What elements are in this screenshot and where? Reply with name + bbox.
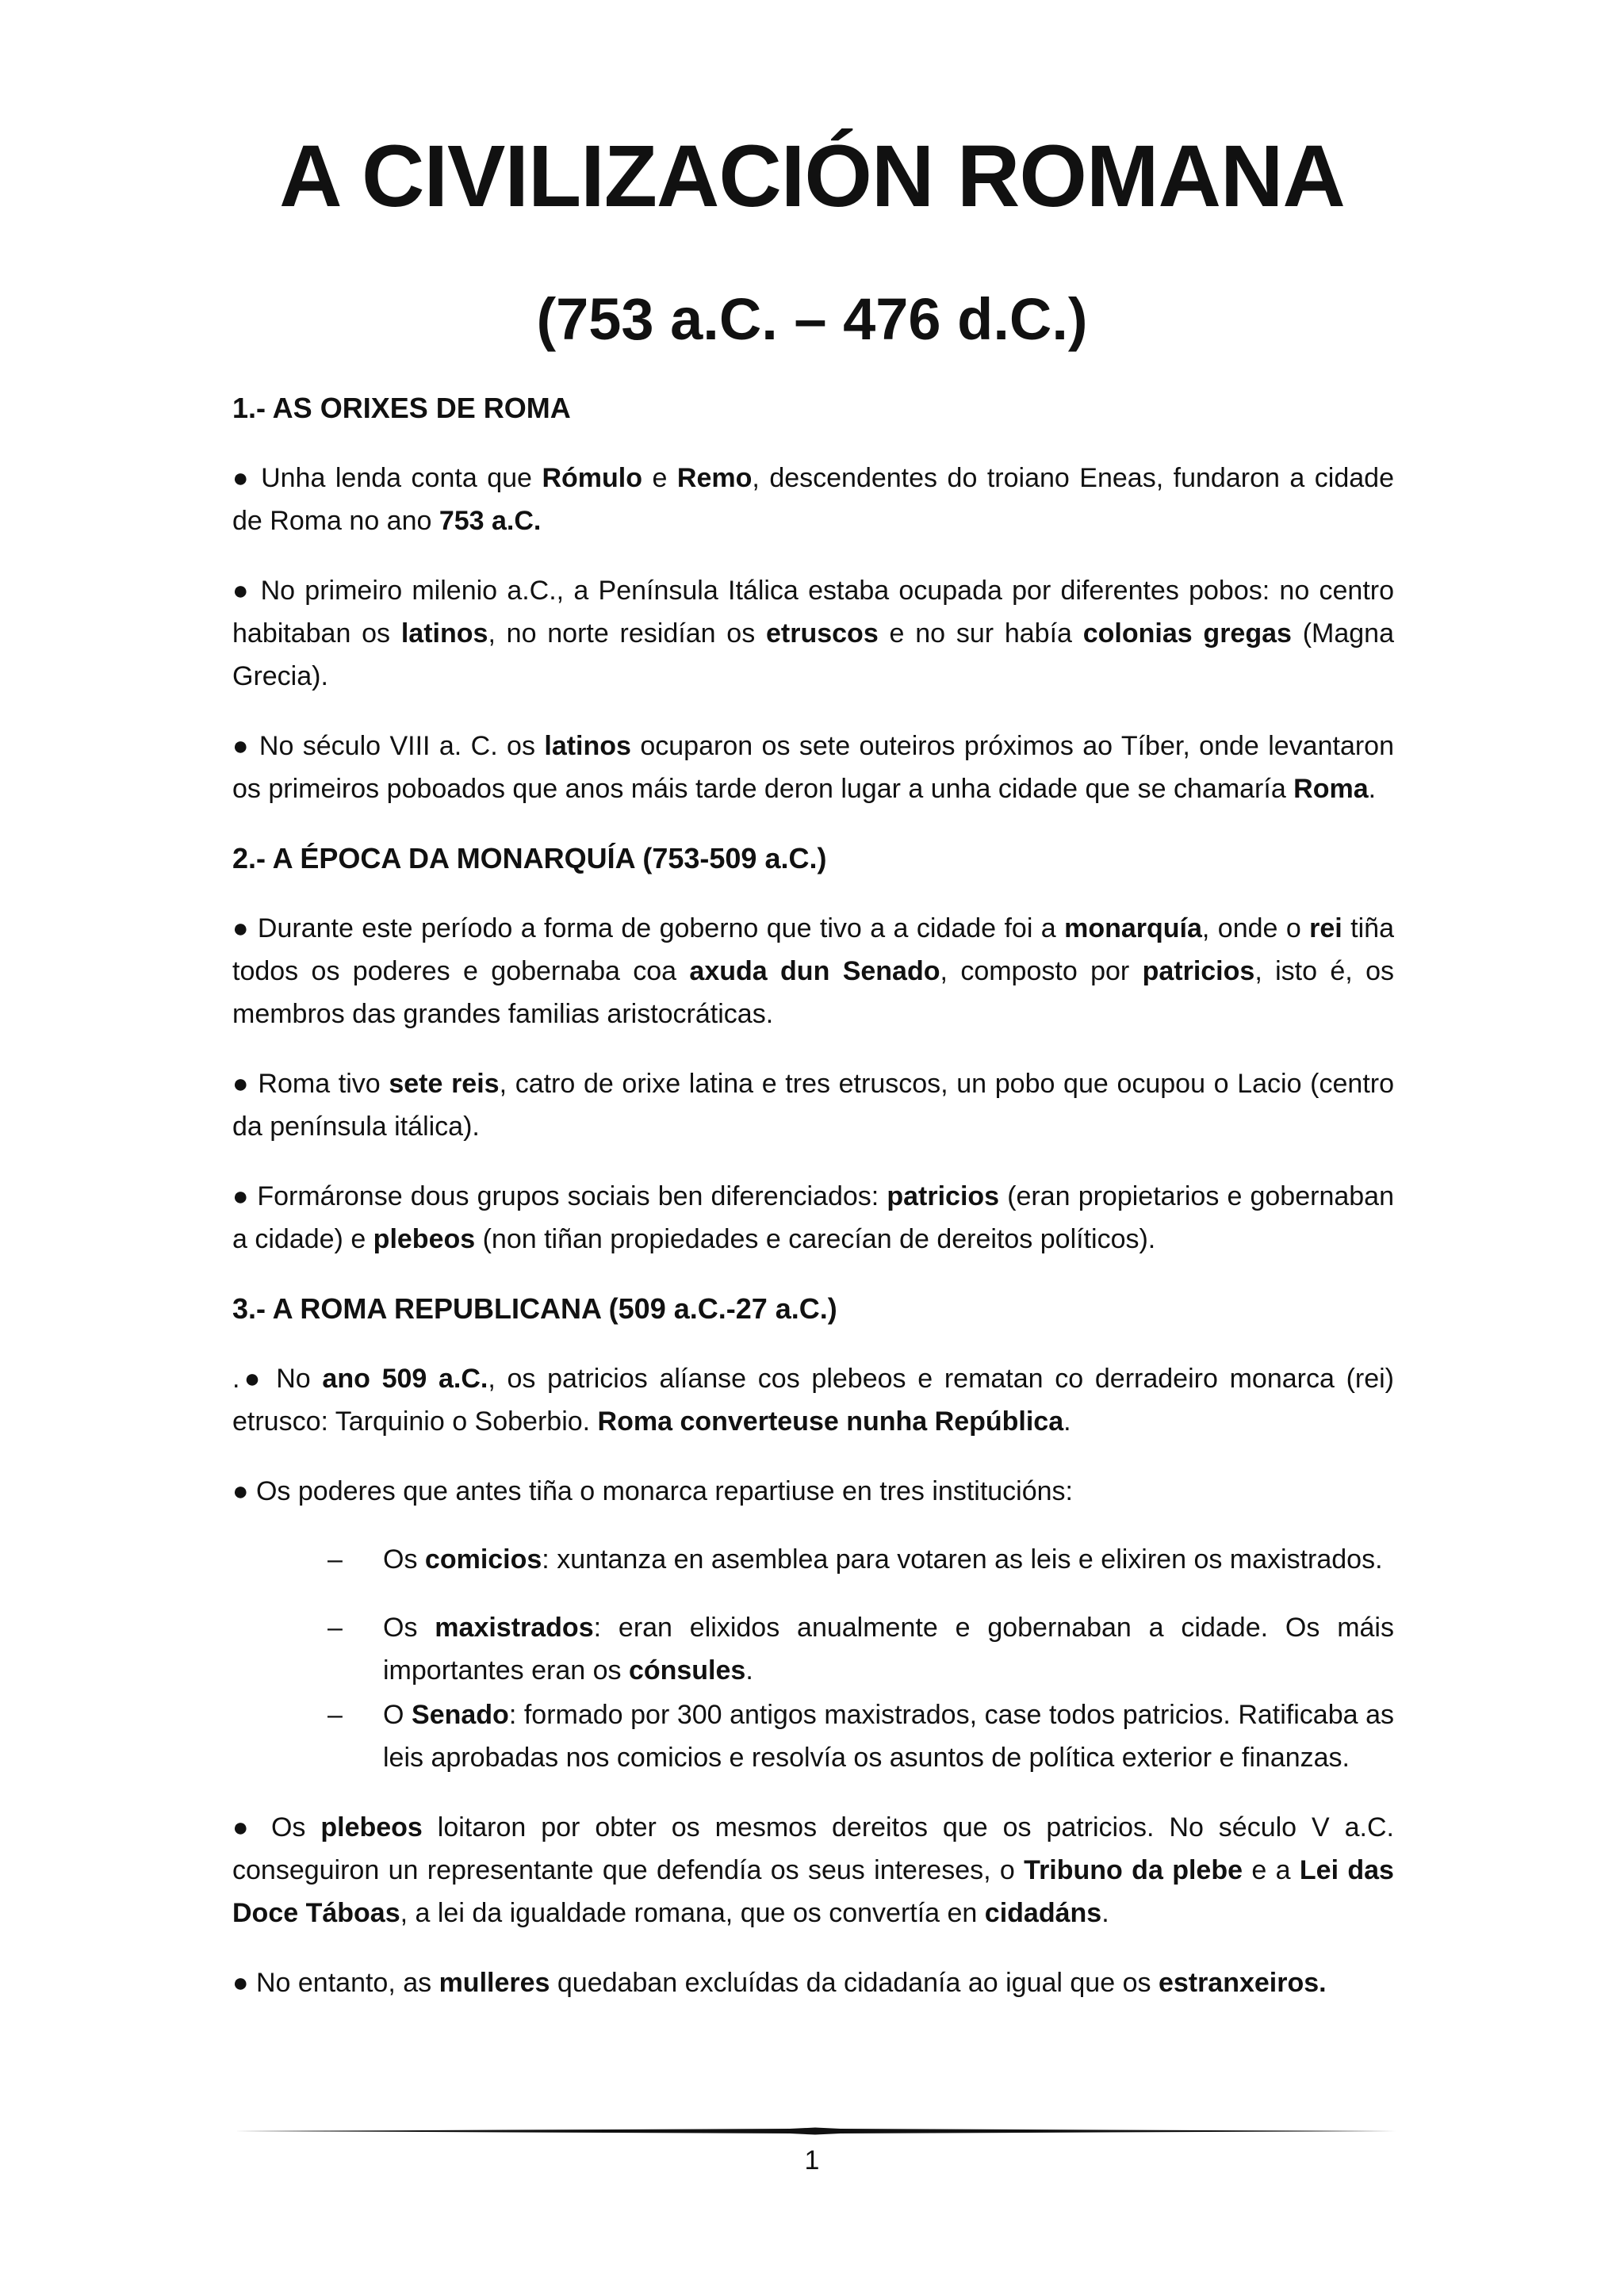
list-item-text: O Senado: formado por 300 antigos maxistrados, case todos patricios. Ratificaba as leis aprobadas nos comicios e resolvía os asuntos de política exterior e finanzas. (383, 1700, 1394, 1773)
bold-term: Rómulo (542, 463, 642, 493)
bold-term: Roma (1293, 774, 1369, 804)
bold-term: plebeos (373, 1224, 476, 1254)
bold-term: sete reis (389, 1069, 500, 1099)
paragraph: ● Roma tivo sete reis, catro de orixe latina e tres etruscos, un pobo que ocupou o Lacio (centro da península itálica). (232, 1069, 1394, 1142)
list-item (232, 1538, 1394, 1581)
paragraph: .● No ano 509 a.C., os patricios alíanse cos plebeos e rematan co derradeiro monarca (rei) etrusco: Tarquinio o Soberbio. Roma converteuse nunha República. (232, 1364, 1395, 1437)
bold-term: colonias gregas (1082, 618, 1292, 649)
bold-term: plebeos (320, 1812, 423, 1843)
bold-term: etruscos (766, 618, 879, 649)
dash-bullet: – (327, 1613, 343, 1643)
list-item-text: Os comicios: xuntanza en asemblea para votaren as leis e elixiren os maxistrados. (383, 1544, 1383, 1575)
bold-term: ano 509 a.C. (322, 1364, 488, 1394)
bold-term: estranxeiros. (1158, 1968, 1327, 1998)
bold-term: cónsules (628, 1655, 746, 1686)
list-item (232, 1693, 1394, 1779)
section-heading: 3.- A ROMA REPUBLICANA (509 a.C.-27 a.C.) (232, 1292, 837, 1325)
paragraph: ● Os poderes que antes tiña o monarca repartiuse en tres institucións: (232, 1476, 1073, 1506)
bold-term: cidadáns (984, 1898, 1102, 1928)
bold-term: patricios (887, 1181, 1000, 1211)
paragraph: ● No entanto, as mulleres quedaban excluídas da cidadanía ao igual que os estranxeiros. (232, 1968, 1327, 1998)
bold-term: maxistrados (435, 1613, 594, 1643)
bold-term: latinos (544, 731, 631, 761)
bold-term: monarquía (1064, 913, 1202, 943)
bold-term: axuda dun Senado (689, 956, 940, 986)
paragraph: ● Os plebeos loitaron por obter os mesmos dereitos que os patricios. No século V a.C. conseguiron un representante que defendía os seus intereses, o Tribuno da plebe e a Lei das Doce Táboas, a lei da igualdade romana, que os convertía en cidadáns. (232, 1812, 1395, 1928)
document-subtitle: (753 a.C. – 476 d.C.) (536, 286, 1088, 352)
document-title: A CIVILIZACIÓN ROMANA (279, 128, 1345, 225)
bold-term: 753 a.C. (439, 506, 542, 536)
bold-term: comicios (424, 1544, 542, 1575)
paragraph: ● No século VIII a. C. os latinos ocuparon os sete outeiros próximos ao Tíber, onde levantaron os primeiros poboados que anos máis tarde deron lugar a unha cidade que se chamaría Roma. (232, 731, 1394, 804)
section-heading: 1.- AS ORIXES DE ROMA (232, 392, 571, 424)
paragraph: ● No primeiro milenio a.C., a Península Itálica estaba ocupada por diferentes pobos: no centro habitaban os latinos, no norte residían os etruscos e no sur había colonias gregas (Magna Grecia). (232, 576, 1395, 691)
paragraph: ● Formáronse dous grupos sociais ben diferenciados: patricios (eran propietarios e gobernaban a cidade) e plebeos (non tiñan propiedades e carecían de dereitos políticos). (232, 1181, 1394, 1254)
dash-bullet: – (327, 1700, 343, 1730)
bold-term: Lei das Doce Táboas (232, 1855, 1394, 1928)
bold-term: Remo (676, 463, 753, 493)
list-item (232, 1606, 1394, 1692)
paragraph: ● Durante este período a forma de goberno que tivo a a cidade foi a monarquía, onde o rei tiña todos os poderes e gobernaba coa axuda dun Senado, composto por patricios, isto é, os membros das grandes familias aristocráticas. (232, 913, 1395, 1029)
paragraph: ● Unha lenda conta que Rómulo e Remo, descendentes do troiano Eneas, fundaron a cidade de Roma no ano 753 a.C. (232, 463, 1394, 536)
bold-term: mulleres (439, 1968, 550, 1998)
institutions-list (232, 1538, 1394, 1779)
bold-term: Roma converteuse nunha República (597, 1406, 1064, 1437)
page-number: 1 (804, 2145, 820, 2175)
document-body (232, 387, 1394, 2031)
bold-term: rei (1309, 913, 1342, 943)
dash-bullet: – (327, 1544, 343, 1575)
footer-divider (235, 2127, 1396, 2135)
bold-term: Tribuno da plebe (1024, 1855, 1243, 1885)
bold-term: patricios (1142, 956, 1255, 986)
section-heading: 2.- A ÉPOCA DA MONARQUÍA (753-509 a.C.) (232, 842, 827, 874)
list-item-text: Os maxistrados: eran elixidos anualmente e gobernaban a cidade. Os máis importantes eran os cónsules. (383, 1613, 1394, 1686)
bold-term: Senado (412, 1700, 509, 1730)
bold-term: latinos (400, 618, 488, 649)
